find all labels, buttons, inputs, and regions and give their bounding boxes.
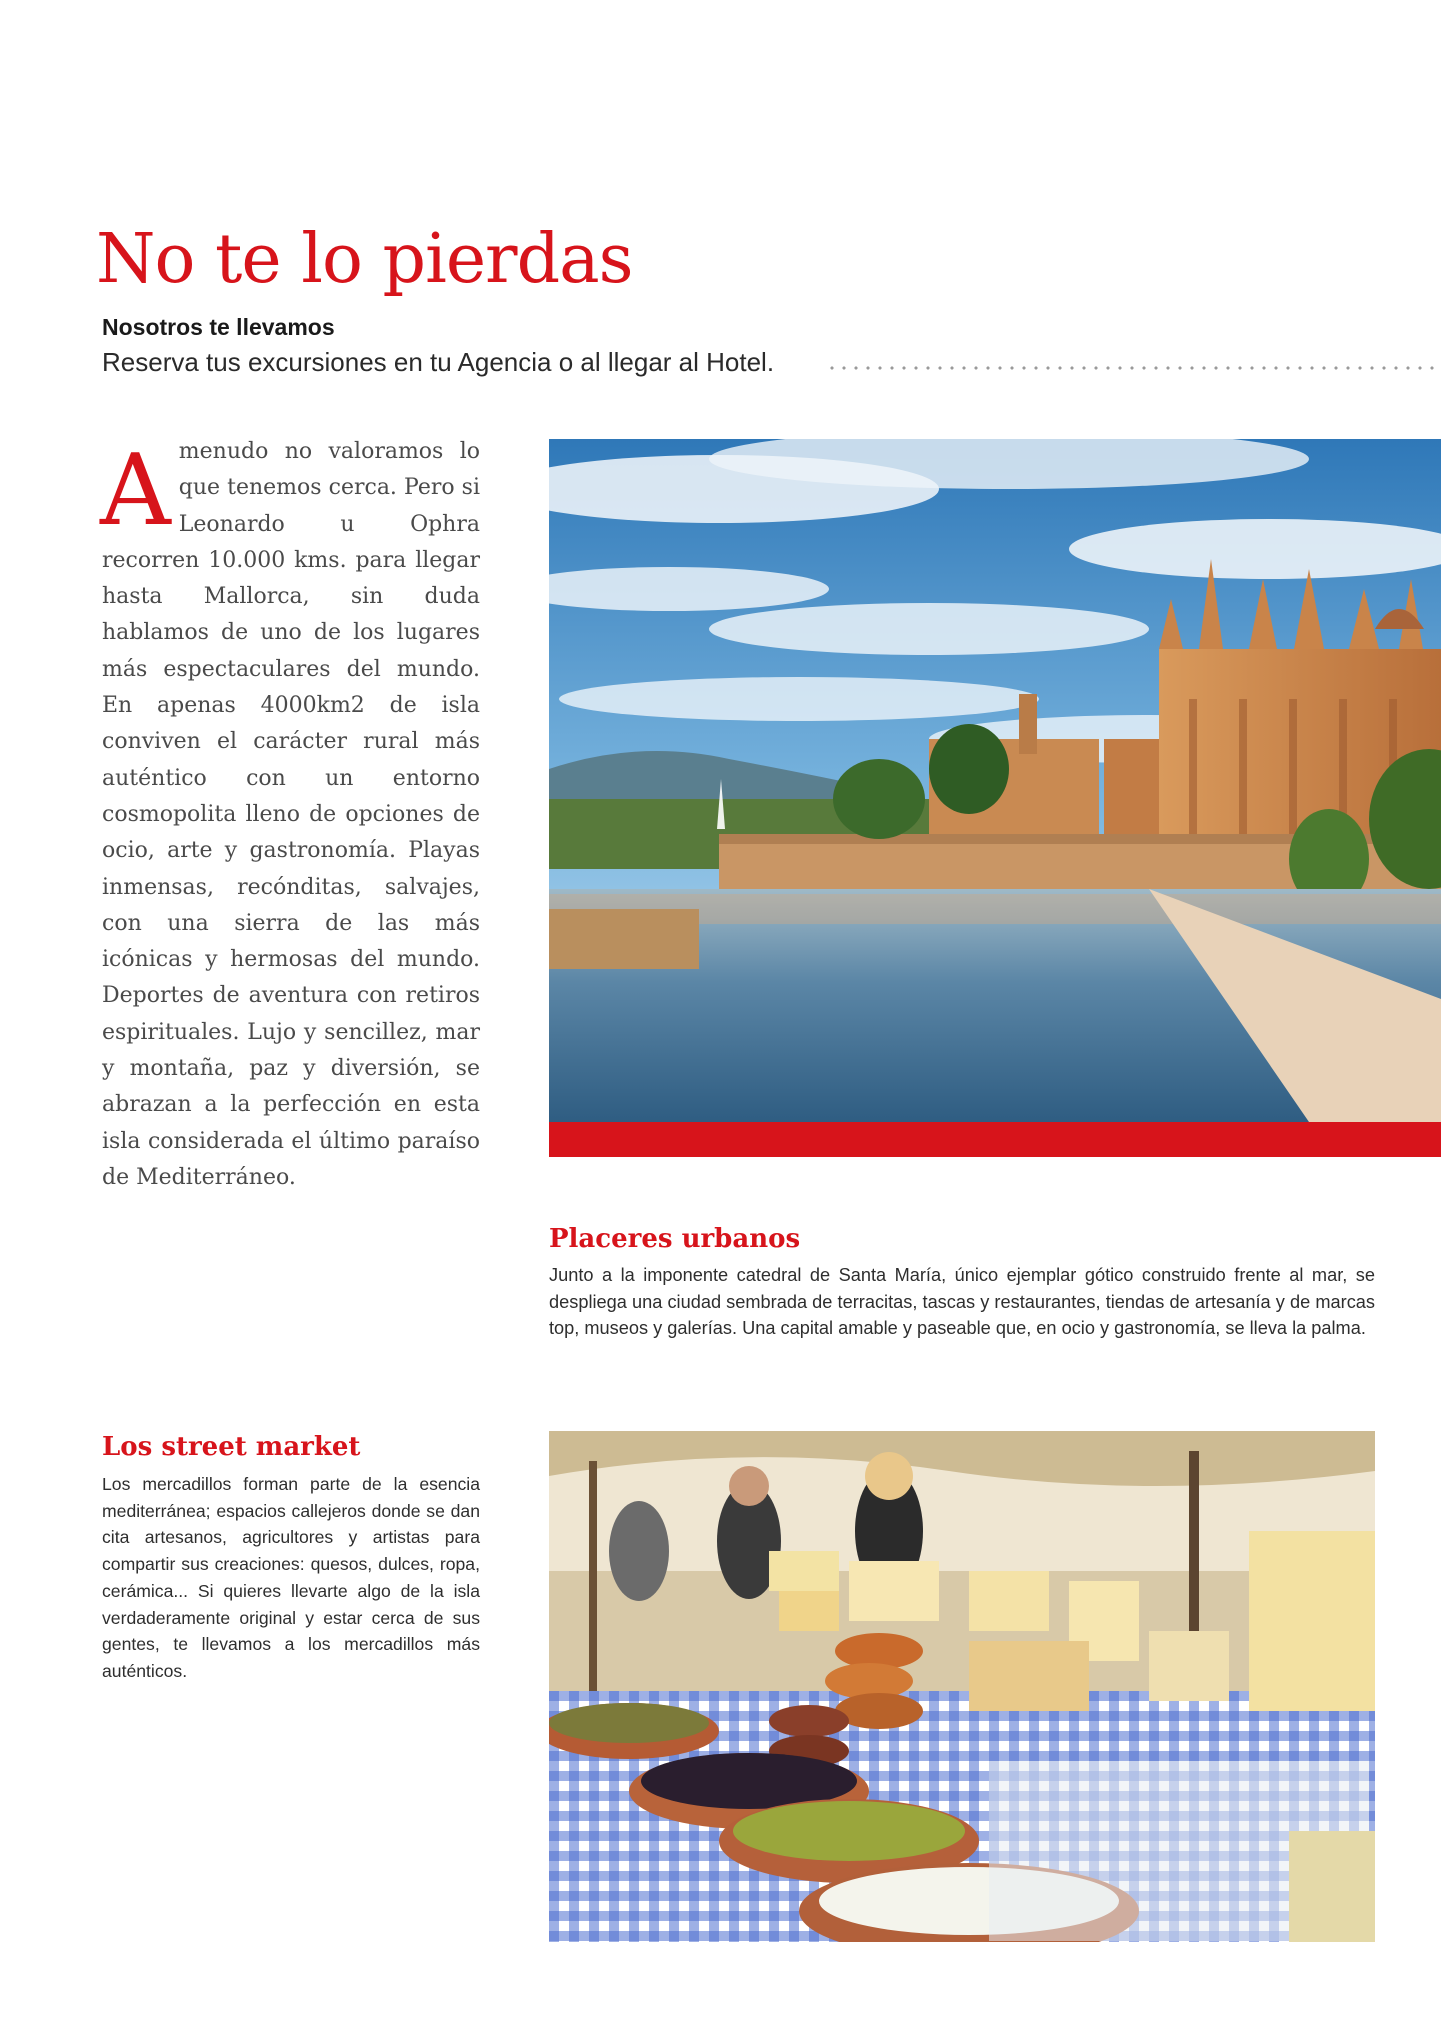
- street-market-heading: Los street market: [102, 1432, 361, 1462]
- page-subtitle: Nosotros te llevamos: [102, 314, 335, 340]
- page-tagline: Reserva tus excursiones en tu Agencia o al llegar al Hotel.: [102, 347, 775, 377]
- drop-cap: A: [100, 434, 171, 548]
- cathedral-photo: [549, 439, 1441, 1122]
- intro-paragraph: [102, 434, 480, 1196]
- page-title: No te lo pierdas: [96, 220, 633, 299]
- red-accent-bar: [549, 1122, 1441, 1157]
- urban-heading: Placeres urbanos: [549, 1224, 801, 1254]
- urban-text: Junto a la imponente catedral de Santa María, único ejemplar gótico construido frente al mar, se despliega una ciudad sembrada de terracitas, tascas y restaurantes, tiendas de artesanía y de marcas top, museos y galerías. Una capital amable y paseable que, en ocio y gastronomía, se lleva la palma.: [549, 1265, 1375, 1339]
- dotted-divider: [826, 366, 1441, 370]
- market-photo: [549, 1431, 1375, 1942]
- intro-text: menudo no valoramos lo que tenemos cerca. Pero si Leonardo u Ophra recorren 10.000 kms. para llegar hasta Mallorca, sin duda hablamos de uno de los lugares más espectaculares del mundo. En apenas 4000km2 de isla conviven el carácter rural más auténtico con un entorno cosmopolita lleno de opciones de ocio, arte y gastronomía. Playas inmensas, recónditas, salvajes, con una sierra de las más icónicas y hermosas del mundo. Deportes de aventura con retiros espirituales. Lujo y sencillez, mar y montaña, paz y diversión, se abrazan a la perfección en esta isla considerada el último paraíso de Mediterráneo.: [102, 439, 480, 1190]
- street-market-text: Los mercadillos forman parte de la esencia mediterránea; espacios callejeros donde se dan cita artesanos, agricultores y artistas para compartir sus creaciones: quesos, dulces, ropa, cerámica... Si quieres llevarte algo de la isla verdaderamente original y estar cerca de sus gentes, te llevamos a los mercadillos más auténticos.: [102, 1474, 480, 1681]
